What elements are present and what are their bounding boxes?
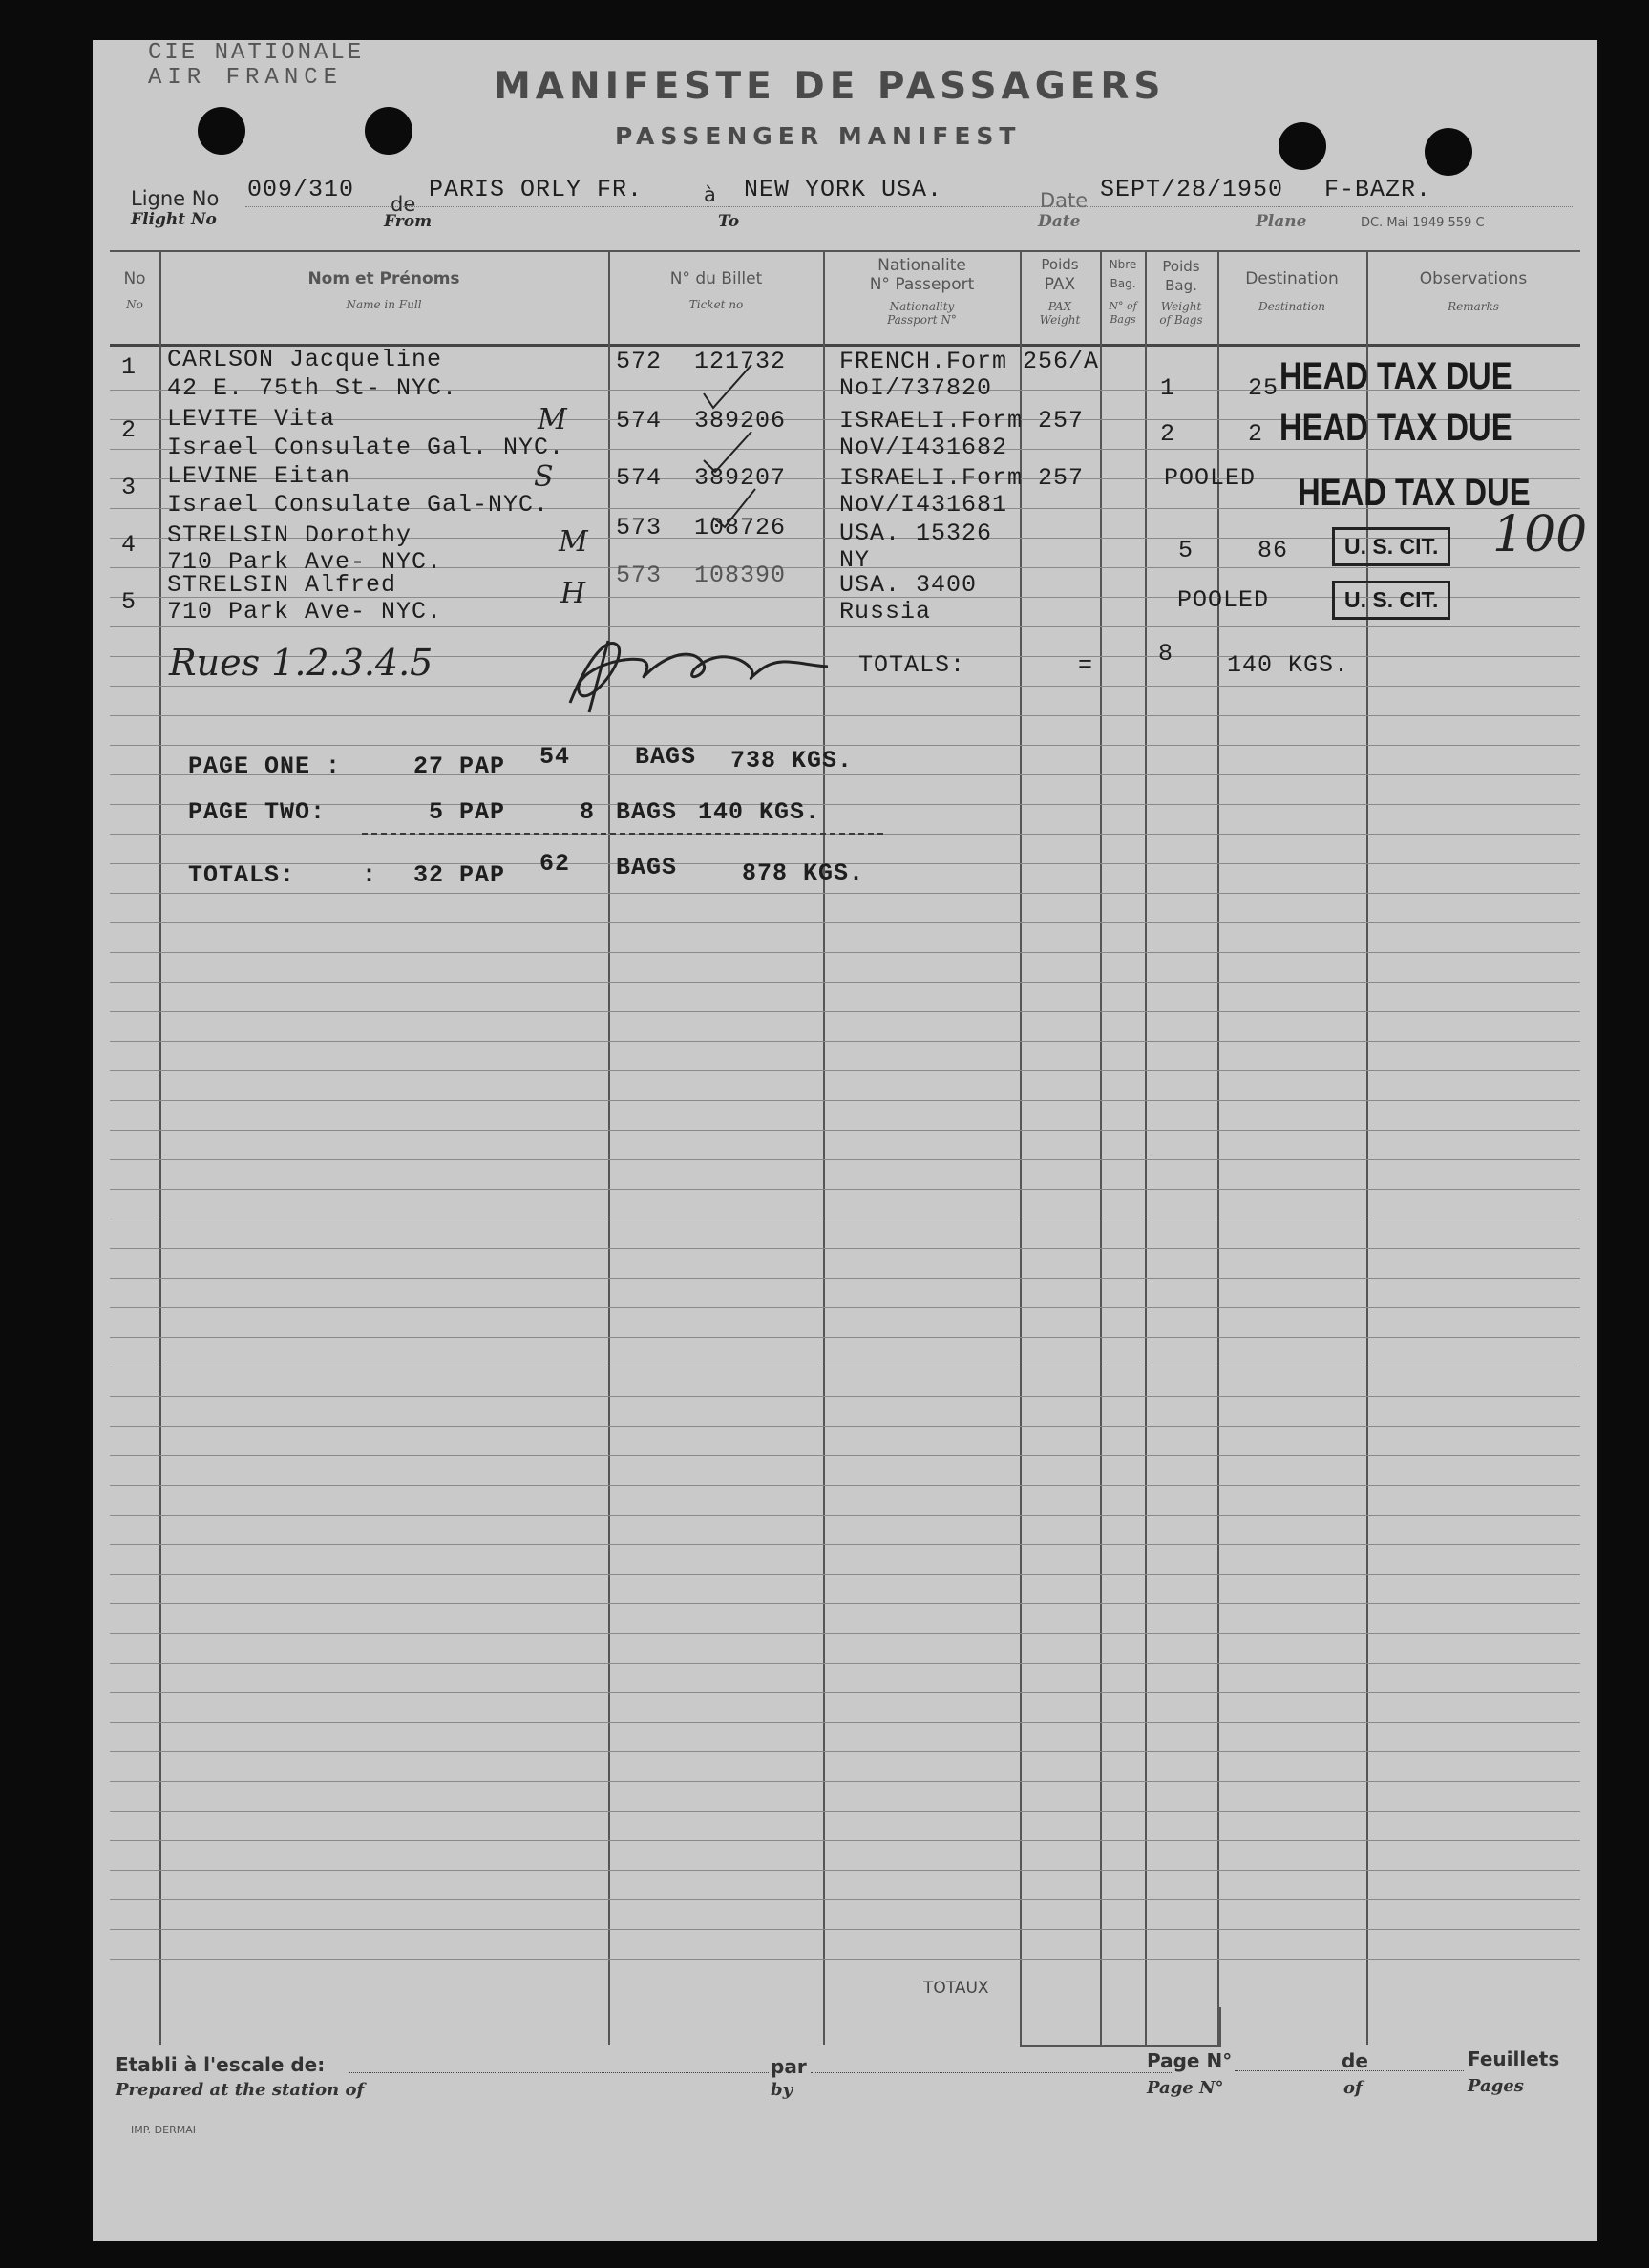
ligne-label: Ligne No — [131, 187, 220, 210]
summary-bags-label: BAGS — [616, 854, 678, 881]
form-ruled-line — [110, 1929, 1580, 1930]
bags-weight: 86 — [1258, 537, 1289, 564]
bags-weight: 2 — [1248, 420, 1264, 448]
passenger-name: CARLSON Jacqueline — [167, 346, 443, 373]
col-head-nbre-en-1: N° of — [1109, 300, 1137, 312]
passenger-address: 710 Park Ave- NYC. — [167, 598, 443, 625]
date-label-en: Date — [1038, 212, 1081, 231]
form-ruled-line — [110, 1100, 1580, 1101]
passenger-name: LEVITE Vita — [167, 405, 336, 433]
form-ruled-line — [110, 1337, 1580, 1338]
col-rule-pax — [1100, 250, 1102, 2045]
flight-underline — [245, 206, 1573, 207]
punch-hole-right-1 — [1279, 122, 1326, 170]
totals-label: TOTALS: — [858, 651, 966, 679]
form-ruled-line — [110, 1011, 1580, 1012]
form-ruled-line — [110, 1603, 1580, 1604]
form-ruled-line — [110, 1130, 1580, 1131]
initial-3: M — [559, 525, 588, 559]
from-value: PARIS ORLY FR. — [429, 176, 644, 203]
form-ruled-line — [110, 1811, 1580, 1812]
summary-bags: 8 — [580, 798, 596, 826]
form-ruled-line — [110, 893, 1580, 894]
passenger-number: 2 — [121, 416, 137, 444]
col-head-ticket-en: Ticket no — [688, 298, 744, 311]
passenger-name: STRELSIN Alfred — [167, 571, 397, 599]
company-line-2: AIR FRANCE — [148, 65, 344, 91]
form-ruled-line — [110, 1899, 1580, 1900]
ticket-number: 121732 — [694, 348, 787, 375]
ticket-number: 108726 — [694, 514, 787, 541]
de-label-en: of — [1343, 2078, 1363, 2098]
ticket-prefix: 572 — [616, 348, 663, 375]
par-label: par — [771, 2055, 807, 2078]
form-ruled-line — [110, 1396, 1580, 1397]
title-french: MANIFESTE DE PASSAGERS — [494, 65, 1166, 108]
sheets-label: Feuillets — [1468, 2047, 1560, 2070]
form-ruled-line — [110, 1544, 1580, 1545]
prepared-line — [349, 2072, 769, 2073]
col-rule-nbre — [1145, 250, 1147, 2045]
form-ruled-line — [110, 1692, 1580, 1693]
nationality: FRENCH.Form 256/A — [839, 348, 1100, 375]
col-head-name: Nom et Prénoms — [307, 269, 460, 288]
summary-bags: 62 — [539, 850, 571, 878]
manifest-sheet — [93, 40, 1597, 2241]
de-label: de — [391, 193, 416, 216]
summary-colon: : — [362, 861, 378, 889]
col-head-bags-2: Bag. — [1165, 277, 1197, 294]
passenger-name: STRELSIN Dorothy — [167, 521, 412, 549]
rues-note: Rues 1.2.3.4.5 — [169, 642, 433, 684]
punch-hole-right-2 — [1425, 128, 1472, 176]
summary-label: TOTALS: — [188, 861, 296, 889]
summary-label: PAGE ONE : — [188, 752, 342, 780]
col-head-pax-en-1: PAX — [1047, 300, 1072, 313]
a-label: à — [704, 183, 716, 206]
plane-label: Plane — [1256, 212, 1307, 231]
col-head-nat-2: N° Passeport — [869, 275, 975, 294]
punch-hole-left-1 — [198, 107, 245, 155]
from-label: From — [384, 212, 433, 231]
form-ruled-line — [110, 1663, 1580, 1664]
bags-count: 1 — [1160, 374, 1176, 402]
ticket-prefix: 573 — [616, 514, 663, 541]
form-code: DC. Mai 1949 559 C — [1361, 216, 1485, 230]
col-head-obs: Observations — [1419, 269, 1528, 288]
head-tax-stamp: HEAD TAX DUE — [1279, 355, 1512, 397]
form-ruled-line — [110, 1307, 1580, 1308]
ticket-prefix: 574 — [616, 407, 663, 435]
col-head-no-en: No — [126, 298, 143, 311]
signature-mark — [551, 617, 847, 722]
passenger-number: 3 — [121, 474, 137, 501]
bags-count: 2 — [1160, 420, 1176, 448]
col-head-nat-en-2: Passport N° — [887, 313, 957, 327]
table-top-rule — [110, 250, 1580, 252]
col-head-nbre-en-2: Bags — [1110, 313, 1136, 326]
date-value: SEPT/28/1950 — [1100, 176, 1284, 203]
form-ruled-line — [110, 1455, 1580, 1456]
bags-weight: 25 — [1248, 374, 1279, 402]
totals-bags: 8 — [1158, 640, 1174, 668]
prepared-label-en: Prepared at the station of — [116, 2080, 365, 2100]
col-rule-no — [159, 250, 161, 2045]
punch-hole-left-2 — [365, 107, 412, 155]
passport-number: NoV/I431682 — [839, 434, 1008, 461]
col-head-bags-en-1: Weight — [1160, 300, 1202, 313]
form-ruled-line — [110, 1574, 1580, 1575]
form-ruled-line — [110, 1840, 1580, 1841]
col-head-pax-2: PAX — [1044, 275, 1076, 294]
form-ruled-line — [110, 1426, 1580, 1427]
col-head-nat-en-1: Nationality — [889, 300, 955, 313]
nationality: USA. 15326 — [839, 519, 993, 547]
passenger-address: Israel Consulate Gal-NYC. — [167, 491, 550, 519]
form-ruled-line — [110, 1070, 1580, 1071]
col-head-dest-en: Destination — [1258, 300, 1326, 313]
form-ruled-line — [110, 1159, 1580, 1160]
passenger-number: 5 — [121, 588, 137, 616]
summary-kgs: 140 KGS. — [698, 798, 821, 826]
date-label: Date — [1040, 189, 1089, 212]
handwritten-total: 100 — [1492, 506, 1588, 563]
ticket-number: 389207 — [694, 464, 787, 492]
passport-number: NoV/I431681 — [839, 491, 1008, 519]
form-ruled-line — [110, 922, 1580, 923]
form-ruled-line — [110, 1278, 1580, 1279]
to-label: To — [718, 212, 740, 231]
nationality: ISRAELI.Form 257 — [839, 464, 1085, 492]
passport-number: NY — [839, 546, 871, 574]
col-head-bags-1: Poids — [1162, 258, 1200, 275]
bags-pooled: POOLED — [1164, 464, 1257, 492]
tick-marks — [694, 355, 847, 604]
summary-pap: 32 PAP — [413, 861, 506, 889]
summary-kgs: 738 KGS. — [730, 747, 854, 774]
ticket-number: 389206 — [694, 407, 787, 435]
passenger-number: 4 — [121, 531, 137, 559]
totaux-box — [1020, 2007, 1221, 2047]
col-rule-dest — [1366, 250, 1368, 2045]
passenger-name: LEVINE Eitan — [167, 462, 351, 490]
col-head-bags-en-2: of Bags — [1159, 313, 1203, 327]
form-ruled-line — [110, 1959, 1580, 1960]
printer-mark: IMP. DERMAI — [131, 2124, 196, 2136]
passenger-address: 710 Park Ave- NYC. — [167, 548, 443, 576]
par-label-en: by — [771, 2080, 793, 2100]
form-ruled-line — [110, 804, 1580, 805]
plane-value: F-BAZR. — [1324, 176, 1432, 203]
initial-2: S — [534, 460, 554, 494]
col-head-obs-en: Remarks — [1448, 300, 1499, 313]
col-head-pax-en-2: Weight — [1039, 313, 1081, 327]
col-rule-name — [608, 250, 610, 2045]
flight-label: Flight No — [131, 210, 217, 229]
title-english: PASSENGER MANIFEST — [615, 122, 1022, 150]
summary-kgs: 878 KGS. — [742, 859, 865, 887]
form-ruled-line — [110, 745, 1580, 746]
head-tax-stamp: HEAD TAX DUE — [1298, 472, 1531, 514]
passport-number: NoI/737820 — [839, 374, 993, 402]
nationality: ISRAELI.Form 257 — [839, 407, 1085, 435]
form-ruled-line — [110, 1189, 1580, 1190]
page-label: Page N° — [1147, 2049, 1233, 2072]
totals-weight: 140 KGS. — [1227, 651, 1350, 679]
col-head-nbre-2: Bag. — [1110, 277, 1136, 290]
passenger-address: Israel Consulate Gal. NYC. — [167, 434, 565, 461]
col-head-ticket: N° du Billet — [669, 269, 763, 288]
col-head-name-en: Name in Full — [346, 298, 422, 311]
summary-pap: 27 PAP — [413, 752, 506, 780]
form-ruled-line — [110, 1751, 1580, 1752]
col-head-pax-1: Poids — [1041, 256, 1079, 273]
initial-4: H — [560, 577, 586, 610]
page-label-en: Page N° — [1147, 2078, 1224, 2098]
col-head-no: No — [123, 269, 146, 288]
nationality: USA. 3400 — [839, 571, 978, 599]
form-ruled-line — [110, 1633, 1580, 1634]
ticket-prefix: 573 — [616, 562, 663, 589]
sheets-label-en: Pages — [1468, 2076, 1524, 2096]
flight-number: 009/310 — [247, 176, 355, 203]
totals-equals: = — [1078, 651, 1094, 679]
head-tax-stamp: HEAD TAX DUE — [1279, 407, 1512, 449]
summary-label: PAGE TWO: — [188, 798, 327, 826]
page-line — [1235, 2070, 1464, 2071]
col-rule-bags — [1217, 250, 1219, 2045]
par-line — [811, 2072, 1173, 2073]
form-ruled-line — [110, 1870, 1580, 1871]
form-ruled-line — [110, 1781, 1580, 1782]
col-head-dest: Destination — [1245, 269, 1339, 288]
col-head-nbre-1: Nbre — [1109, 258, 1137, 271]
form-ruled-line — [110, 1041, 1580, 1042]
ticket-prefix: 574 — [616, 464, 663, 492]
initial-1: M — [538, 403, 567, 436]
form-ruled-line — [110, 952, 1580, 953]
passenger-address: 42 E. 75th St- NYC. — [167, 374, 458, 402]
bags-pooled: POOLED — [1177, 586, 1270, 614]
passenger-number: 1 — [121, 353, 137, 381]
to-value: NEW YORK USA. — [744, 176, 943, 203]
form-ruled-line — [110, 1722, 1580, 1723]
company-line-1: CIE NATIONALE — [148, 40, 365, 66]
us-citizen-stamp: U. S. CIT. — [1332, 581, 1450, 620]
summary-underline — [362, 833, 883, 835]
summary-bags-label: BAGS — [635, 743, 697, 771]
summary-pap: 5 PAP — [429, 798, 506, 826]
ticket-number: 108390 — [694, 562, 787, 589]
summary-bags-label: BAGS — [616, 798, 678, 826]
col-rule-nat — [1020, 250, 1022, 2045]
bags-count: 5 — [1178, 537, 1194, 564]
totaux-label: TOTAUX — [923, 1979, 989, 1998]
form-ruled-line — [110, 1515, 1580, 1516]
form-ruled-line — [110, 1485, 1580, 1486]
form-ruled-line — [110, 1248, 1580, 1249]
prepared-label: Etabli à l'escale de: — [116, 2053, 326, 2076]
form-ruled-line — [110, 982, 1580, 983]
de-label: de — [1342, 2049, 1368, 2072]
passport-number: Russia — [839, 598, 932, 625]
col-head-nat-1: Nationalite — [877, 256, 966, 275]
summary-bags: 54 — [539, 743, 571, 771]
us-citizen-stamp: U. S. CIT. — [1332, 527, 1450, 566]
